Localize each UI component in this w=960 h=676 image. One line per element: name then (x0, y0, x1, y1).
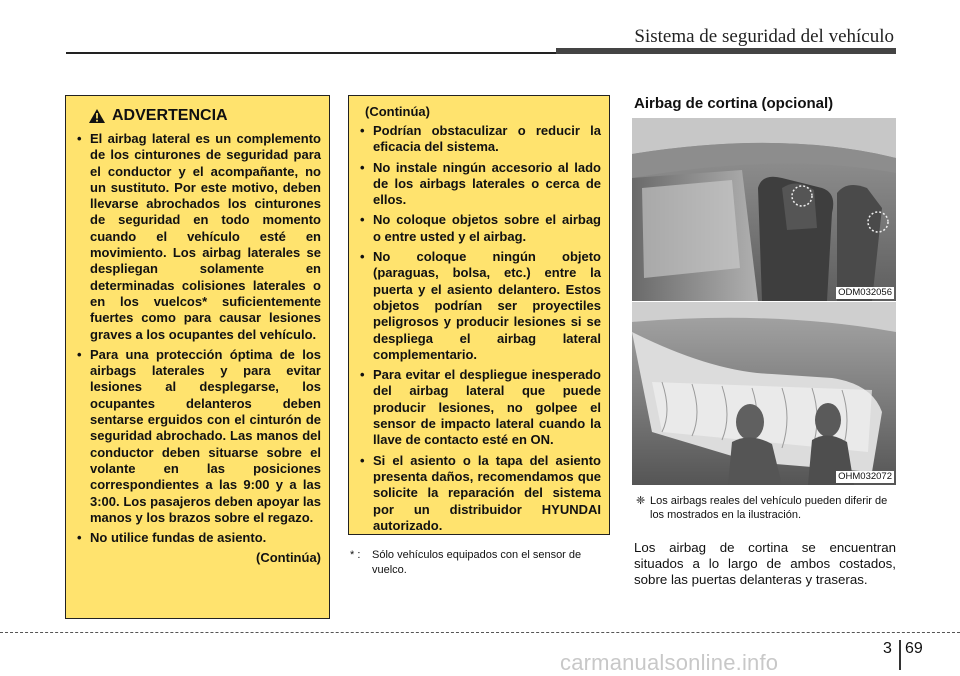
continued-list (357, 123, 601, 534)
list-item: • Podrían obstaculizar o reducir la eficacia del sistema. (357, 123, 601, 156)
header-rule-thin (66, 52, 556, 54)
body-paragraph: Los airbag de cortina se encuentran situados a lo largo de ambos costados, sobre las puertas delanteras y traseras. (634, 540, 896, 587)
photo-car-interior (632, 118, 896, 301)
list-item: • No coloque ningún objeto (paraguas, bolsa, etc.) entre la puerta y el asiento delantero. Estos objetos podrían ser proyectiles peligrosos y producir lesiones si se despliega el airbag lateral complementario. (357, 249, 601, 363)
list-item: • Para una protección óptima de los airbags laterales y para evitar lesiones al desplegarse, los ocupantes delanteros deben sentarse erguidos con el cinturón de seguridad abrochado. Las manos del conductor deben situarse sobre el volante en las posiciones correspondientes a las 9:00 y a las 3:00. Los pasajeros deben apoyar las manos y los brazos sobre el regazo. (74, 347, 321, 526)
section-title: Airbag de cortina (opcional) (634, 95, 834, 112)
note-symbol: ❈ (636, 495, 646, 507)
footnote-symbol: * : (350, 549, 361, 561)
image-code-label: ODM032056 (838, 287, 892, 298)
page-number-separator (899, 640, 901, 670)
rollover-footnote (350, 548, 608, 578)
footer-dashed-rule (0, 632, 960, 633)
continued-warning-box (348, 95, 610, 535)
list-item: • No utilice fundas de asiento. (74, 530, 321, 546)
list-item: • Para evitar el despliegue inesperado del airbag lateral que puede producir lesiones, no golpee el sensor de impacto lateral cuando la llave de contacto esté en ON. (357, 367, 601, 448)
continues-label: (Continúa) (256, 550, 321, 566)
section-number: 3 (883, 640, 892, 657)
list-item: • No coloque objetos sobre el airbag o entre usted y el airbag. (357, 212, 601, 245)
illustration-note (636, 494, 896, 522)
page-number: 69 (905, 640, 923, 657)
warning-heading (88, 107, 321, 125)
car-interior-illustration (632, 118, 896, 301)
list-item: • El airbag lateral es un complemento de los cinturones de seguridad para el conductor y el acompañante, no un sustituto. Por este motivo, deben llevarse abrochados los cinturones de seguridad en todo momento cuando el vehículo esté en movimiento. Los airbag laterales se despliegan solamente en determinadas colisiones laterales o en los vuelcos* suficientemente fuertes como para causar lesiones graves a los ocupantes del vehículo. (74, 131, 321, 343)
list-item: • No instale ningún accesorio al lado de los airbags laterales o cerca de ellos. (357, 160, 601, 209)
continued-heading: (Continúa) (365, 104, 430, 119)
running-header-title: Sistema de seguridad del vehículo (634, 26, 894, 47)
warning-triangle-icon (88, 108, 106, 124)
curtain-airbag-illustration (632, 302, 896, 485)
header-rule-thick (556, 48, 896, 54)
list-item: • Si el asiento o la tapa del asiento presenta daños, recomendamos que solicite la reparación del sistema por un distribuidor HYUNDAI autorizado. (357, 453, 601, 534)
note-text: Los airbags reales del vehículo pueden diferir de los mostrados en la ilustración. (650, 495, 888, 521)
warning-list (74, 131, 321, 546)
image-code-label: OHM032072 (838, 471, 892, 482)
warning-box (65, 95, 330, 619)
footnote-text: Sólo vehículos equipados con el sensor de vuelco. (372, 549, 582, 576)
watermark: carmanualsonline.info (560, 650, 779, 675)
photo-curtain-airbag-deployed (632, 302, 896, 485)
warning-title: ADVERTENCIA (112, 107, 228, 124)
